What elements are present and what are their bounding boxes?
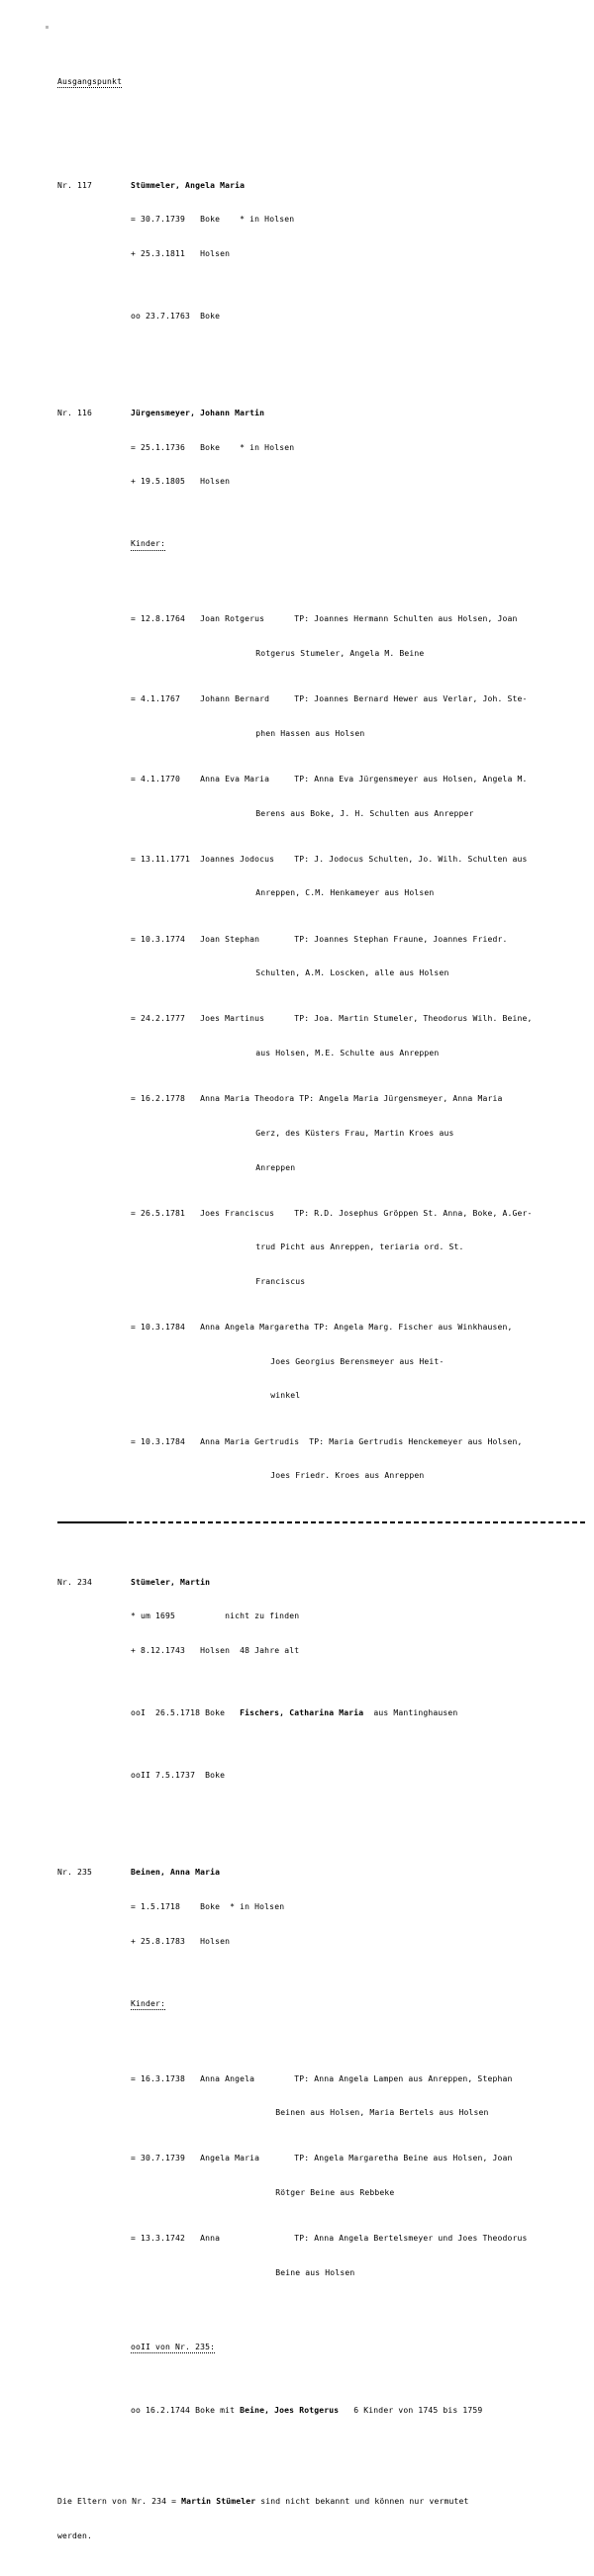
child-tp-line: Angela Margaretha Beine aus Holsen, Joan [314, 2154, 513, 2163]
spacer [57, 2450, 588, 2462]
child-tp-cont [57, 2107, 588, 2119]
child-tp-cont [57, 1128, 588, 1140]
child-tp-cont [57, 808, 588, 820]
spacer [57, 356, 588, 362]
child-row [57, 1093, 588, 1105]
child-tp-line: Beine aus Holsen [275, 2267, 355, 2277]
marriage-1-spouse: Fischers, Catharina Maria [240, 1708, 364, 1718]
child-tp-line: Beinen aus Holsen, Maria Bertels aus Holsen [275, 2108, 489, 2118]
child-name: Anna Maria Theodora [200, 1094, 295, 1104]
child-tp-line: J. Jodocus Schulten, Jo. Wilh. Schulten aus [314, 854, 528, 864]
child-tp-cont [57, 1162, 588, 1174]
child-name: Joan Stephan [200, 934, 260, 944]
entry-117-marriage-marker: oo 23.7.1763 [131, 312, 191, 322]
entry-117-marriage-line [57, 311, 588, 322]
child-tp-line: Maria Gertrudis Henckemeyer aus Holsen, [329, 1436, 523, 1446]
child-tp-label: TP: [294, 934, 310, 944]
entry-117-birth-place: Boke [200, 215, 221, 225]
spacer [57, 2376, 588, 2382]
child-tp-line: Joannes Bernard Hewer aus Verlar, Joh. Ste- [314, 694, 528, 704]
child-tp-cont [57, 648, 588, 660]
child-date: = 10.3.1774 [131, 934, 186, 944]
child-tp-label: TP: [294, 2154, 310, 2163]
child-tp-cont [57, 728, 588, 740]
entry-235-death-place: Holsen [200, 1936, 231, 1946]
child-tp-line: Rotgerus Stumeler, Angela M. Beine [255, 648, 425, 658]
child-tp-line: Angela Maria Jürgensmeyer, Anna Maria [319, 1094, 503, 1104]
child-date: = 13.11.1771 [131, 854, 191, 864]
spacer [57, 2033, 588, 2039]
child-tp-label: TP: [314, 1323, 330, 1333]
entry-235-death-marker: + 25.8.1783 [131, 1936, 186, 1946]
child-name: Anna [200, 2234, 221, 2244]
child-tp-label: TP: [294, 2234, 310, 2244]
child-name: Angela Maria [200, 2154, 260, 2163]
child-name: Anna Maria Gertrudis [200, 1436, 300, 1446]
child-name: Joannes Jodocus [200, 854, 275, 864]
spacer [57, 1970, 588, 1976]
child-tp-line: winkel [270, 1391, 301, 1401]
entry-117-name: Stümmeler, Angela Maria [131, 180, 246, 190]
child-tp-line: Anna Angela Lampen aus Anreppen, Stephan [314, 2073, 513, 2083]
child-tp-line: Joes Georgius Berensmeyer aus Heit- [270, 1356, 445, 1366]
child-name: Joan Rotgerus [200, 614, 265, 624]
child-row [57, 854, 588, 866]
child-tp-cont [57, 967, 588, 979]
child-tp-line: Berens aus Boke, J. H. Schulten aus Anrepper [255, 808, 474, 818]
entry-116-name: Jürgensmeyer, Johann Martin [131, 408, 265, 417]
child-tp-label: TP: [294, 1208, 310, 1218]
entry-116-number: Nr. 116 [57, 408, 93, 417]
entry-235-number: Nr. 235 [57, 1868, 93, 1878]
child-tp-label: TP: [294, 774, 310, 783]
entry-235-death-line [57, 1936, 588, 1948]
child-row [57, 2153, 588, 2164]
child-tp-line: phen Hassen aus Holsen [255, 728, 365, 738]
entry-117-header [57, 180, 588, 192]
child-row [57, 1322, 588, 1334]
entry-116-death-marker: + 19.5.1805 [131, 477, 186, 487]
entry-234-birth-line [57, 1610, 588, 1622]
child-name: Anna Angela [200, 2073, 255, 2083]
child-date: = 13.3.1742 [131, 2234, 186, 2244]
child-date: = 26.5.1781 [131, 1208, 186, 1218]
entry-116-birth-note: * in Holsen [240, 442, 295, 452]
section-divider-1 [57, 1521, 586, 1523]
child-date: = 10.3.1784 [131, 1436, 186, 1446]
entry-117-death-place: Holsen [200, 248, 231, 258]
entry-234-birth-marker: * um 1695 [131, 1611, 176, 1621]
child-tp-line: Joa. Martin Stumeler, Theodorus Wilh. Beine, [314, 1014, 533, 1024]
child-name: Johann Bernard [200, 694, 270, 704]
entry-116-birth-place: Boke [200, 442, 221, 452]
entry-116-header [57, 408, 588, 419]
child-tp-line: Joannes Hermann Schulten aus Holsen, Joan [314, 614, 518, 624]
child-tp-line: Anreppen [255, 1162, 296, 1172]
child-date: = 12.8.1764 [131, 614, 186, 624]
child-date: = 16.3.1738 [131, 2073, 186, 2083]
entry-117-death-line [57, 248, 588, 260]
second-marriage-suffix: 6 Kinder von 1745 bis 1759 [353, 2405, 483, 2415]
second-marriage-prefix: oo 16.2.1744 Boke mit [131, 2405, 241, 2415]
entry-117-death-marker: + 25.3.1811 [131, 248, 186, 258]
child-tp-label: TP: [294, 854, 310, 864]
document-heading-text: Ausgangspunkt [57, 76, 122, 89]
child-tp-line: Joes Friedr. Kroes aus Anreppen [270, 1471, 425, 1481]
child-tp-label: TP: [309, 1436, 325, 1446]
spacer [57, 1742, 588, 1748]
entry-235-second-marriage-row [57, 2405, 588, 2417]
child-tp-cont [57, 1048, 588, 1059]
child-tp-line: Franciscus [255, 1276, 306, 1286]
child-tp-line: Schulten, A.M. Loscken, alle aus Holsen [255, 968, 449, 978]
entry-116-children-label: Kinder: [131, 538, 165, 551]
child-tp-cont [57, 887, 588, 899]
spacer [57, 574, 588, 580]
second-marriage-spouse: Beine, Joes Rotgerus [240, 2405, 340, 2415]
entry-235-second-marriage-label-row [57, 2342, 588, 2354]
child-tp-label: TP: [299, 1094, 315, 1104]
spacer [57, 282, 588, 288]
child-date: = 4.1.1767 [131, 694, 181, 704]
entry-234-birth-note: nicht zu finden [225, 1611, 300, 1621]
entry-235-children-label-row [57, 1998, 588, 2011]
entry-235-birth-marker: = 1.5.1718 [131, 1901, 181, 1911]
child-name: Joes Franciscus [200, 1208, 275, 1218]
child-row [57, 1436, 588, 1448]
child-tp-line: Joannes Stephan Fraune, Joannes Friedr. [314, 934, 508, 944]
entry-117-marriage-place: Boke [200, 312, 221, 322]
spacer [57, 1816, 588, 1822]
footer-note-prefix: Die Eltern von Nr. 234 = [57, 2497, 182, 2507]
entry-117-birth-marker: = 30.7.1739 [131, 215, 186, 225]
entry-234-header [57, 1577, 588, 1589]
entry-116-birth-marker: = 25.1.1736 [131, 442, 186, 452]
entry-235-birth-place: Boke [200, 1901, 221, 1911]
child-row [57, 613, 588, 625]
entry-234-marriage-2 [57, 1770, 588, 1782]
child-tp-line: R.D. Josephus Gröppen St. Anna, Boke, A.Ger- [314, 1208, 533, 1218]
child-tp-line: Anreppen, C.M. Henkameyer aus Holsen [255, 888, 435, 898]
child-date: = 16.2.1778 [131, 1094, 186, 1104]
marriage-1-marker: ooI 26.5.1718 Boke [131, 1708, 226, 1718]
document-heading [57, 76, 588, 89]
child-row [57, 1208, 588, 1220]
entry-235-second-marriage-label: ooII von Nr. 235: [131, 2342, 215, 2354]
child-tp-label: TP: [294, 2073, 310, 2083]
child-tp-cont [57, 2187, 588, 2199]
child-date: = 30.7.1739 [131, 2154, 186, 2163]
entry-117-birth-line [57, 214, 588, 226]
child-tp-line: Angela Marg. Fischer aus Winkhausen, [334, 1323, 513, 1333]
spacer [57, 123, 588, 135]
entry-234-marriage-1 [57, 1707, 588, 1719]
entry-117-birth-note: * in Holsen [240, 215, 295, 225]
child-tp-cont [57, 1390, 588, 1402]
footer-note-line-1 [57, 2496, 588, 2508]
spacer [57, 1680, 588, 1686]
child-tp-cont [57, 1276, 588, 1288]
child-tp-line: aus Holsen, M.E. Schulte aus Anreppen [255, 1049, 440, 1058]
entry-235-name: Beinen, Anna Maria [131, 1868, 221, 1878]
child-tp-label: TP: [294, 614, 310, 624]
entry-116-birth-line [57, 442, 588, 454]
entry-235-birth-note: * in Holsen [230, 1901, 285, 1911]
child-row [57, 2233, 588, 2245]
entry-117-number: Nr. 117 [57, 180, 93, 190]
child-date: = 24.2.1777 [131, 1014, 186, 1024]
child-tp-label: TP: [294, 694, 310, 704]
child-date: = 4.1.1770 [131, 774, 181, 783]
spacer [57, 510, 588, 516]
entry-235-header [57, 1867, 588, 1879]
entry-234-name: Stümeler, Martin [131, 1577, 211, 1587]
child-date: = 10.3.1784 [131, 1323, 186, 1333]
child-tp-cont [57, 1242, 588, 1253]
entry-116-death-line [57, 476, 588, 488]
child-tp-line: Anna Eva Jürgensmeyer aus Holsen, Angela M. [314, 774, 528, 783]
child-tp-line: trud Picht aus Anreppen, teriaria ord. St. [255, 1242, 464, 1252]
child-row [57, 2073, 588, 2085]
footer-note-line-2: werden. [57, 2530, 93, 2540]
child-tp-line: Gerz, des Küsters Frau, Martin Kroes aus [255, 1128, 454, 1138]
entry-235-children-label: Kinder: [131, 1998, 165, 2011]
child-name: Anna Angela Margaretha [200, 1323, 310, 1333]
child-tp-line: Rötger Beine aus Rebbeke [275, 2188, 395, 2198]
marriage-1-origin: aus Mantinghausen [373, 1708, 458, 1718]
child-tp-label: TP: [294, 1014, 310, 1024]
entry-116-children-label-row [57, 538, 588, 551]
document-body [57, 42, 588, 2576]
child-row [57, 774, 588, 785]
spacer [57, 2313, 588, 2319]
scan-artifact-speck [46, 26, 49, 29]
child-row [57, 934, 588, 946]
footer-note-person: Martin Stümeler [181, 2497, 256, 2507]
entry-234-death-note: 48 Jahre alt [240, 1645, 300, 1655]
child-name: Joes Martinus [200, 1014, 265, 1024]
child-tp-cont [57, 1470, 588, 1482]
entry-235-birth-line [57, 1901, 588, 1913]
entry-234-death-line [57, 1645, 588, 1657]
child-row [57, 1013, 588, 1025]
child-tp-cont [57, 2267, 588, 2279]
entry-234-death-marker: + 8.12.1743 [131, 1645, 186, 1655]
entry-234-death-place: Holsen [200, 1645, 231, 1655]
entry-116-death-place: Holsen [200, 477, 231, 487]
child-tp-line: Anna Angela Bertelsmeyer und Joes Theodorus [314, 2234, 528, 2244]
marriage-2-marker: ooII 7.5.1737 Boke [131, 1771, 226, 1781]
footer-note-suffix: sind nicht bekannt und können nur vermutet [255, 2497, 469, 2507]
entry-234-number: Nr. 234 [57, 1577, 93, 1587]
child-name: Anna Eva Maria [200, 774, 270, 783]
child-row [57, 693, 588, 705]
child-tp-cont [57, 1356, 588, 1368]
